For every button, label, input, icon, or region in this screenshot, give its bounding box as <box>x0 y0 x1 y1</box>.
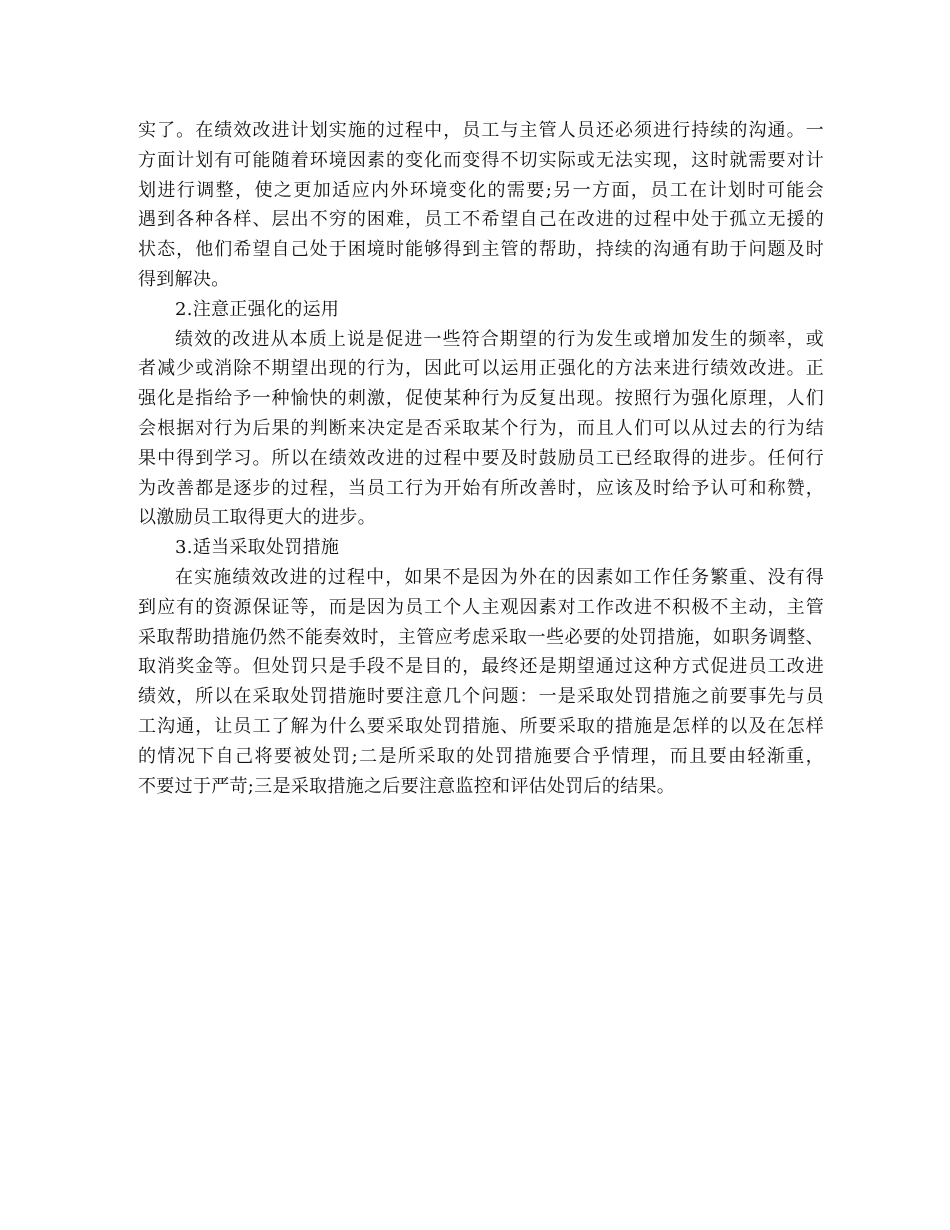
text-line: 状态，他们希望自己处于困境时能够得到主管的帮助，持续的沟通有助于问题及时 <box>138 239 824 261</box>
text-line: 取消奖金等。但处罚只是手段不是目的，最终还是期望通过这种方式促进员工改进 <box>138 656 824 678</box>
text-line: 遇到各种各样、层出不穷的困难，员工不希望自己在改进的过程中处于孤立无援的 <box>138 209 824 231</box>
text-line: 绩效的改进从本质上说是促进一些符合期望的行为发生或增加发生的频率，或 <box>175 328 824 350</box>
document-body <box>138 116 824 801</box>
text-line: 绩效，所以在采取处罚措施时要注意几个问题：一是采取处罚措施之前要事先与员 <box>138 686 824 708</box>
text-line: 会根据对行为后果的判断来决定是否采取某个行为，而且人们可以从过去的行为结 <box>138 417 824 439</box>
text-line: 为改善都是逐步的过程，当员工行为开始有所改善时，应该及时给予认可和称赞， <box>138 477 824 499</box>
section-heading-2: 2.注意正强化的运用 <box>175 298 340 320</box>
text-line: 采取帮助措施仍然不能奏效时，主管应考虑采取一些必要的处罚措施，如职务调整、 <box>138 626 824 648</box>
text-line: 以激励员工取得更大的进步。 <box>138 507 376 529</box>
text-line: 果中得到学习。所以在绩效改进的过程中要及时鼓励员工已经取得的进步。任何行 <box>138 447 824 469</box>
text-line: 到应有的资源保证等，而是因为员工个人主观因素对工作改进不积极不主动，主管 <box>138 596 824 618</box>
text-line: 在实施绩效改进的过程中，如果不是因为外在的因素如工作任务繁重、没有得 <box>175 566 824 588</box>
section-2-paragraph <box>138 325 824 534</box>
section-3-paragraph <box>138 563 824 801</box>
text-line: 工沟通，让员工了解为什么要采取处罚措施、所要采取的措施是怎样的以及在怎样 <box>138 715 824 737</box>
text-line: 划进行调整，使之更加适应内外环境变化的需要;另一方面，员工在计划时可能会 <box>138 179 824 201</box>
section-heading-3: 3.适当采取处罚措施 <box>175 537 340 559</box>
text-line: 得到解决。 <box>138 268 230 290</box>
text-line: 者减少或消除不期望出现的行为，因此可以运用正强化的方法来进行绩效改进。正 <box>138 358 824 380</box>
text-line: 的情况下自己将要被处罚;二是所采取的处罚措施要合乎情理，而且要由轻渐重， <box>138 745 824 767</box>
text-line: 实了。在绩效改进计划实施的过程中，员工与主管人员还必须进行持续的沟通。一 <box>138 120 824 141</box>
paragraph-continuation <box>138 116 824 295</box>
text-line: 不要过于严苛;三是采取措施之后要注意监控和评估处罚后的结果。 <box>138 775 676 797</box>
text-line: 方面计划有可能随着环境因素的变化而变得不切实际或无法实现，这时就需要对计 <box>138 149 824 171</box>
text-line: 强化是指给予一种愉快的刺激，促使某种行为反复出现。按照行为强化原理，人们 <box>138 388 824 410</box>
